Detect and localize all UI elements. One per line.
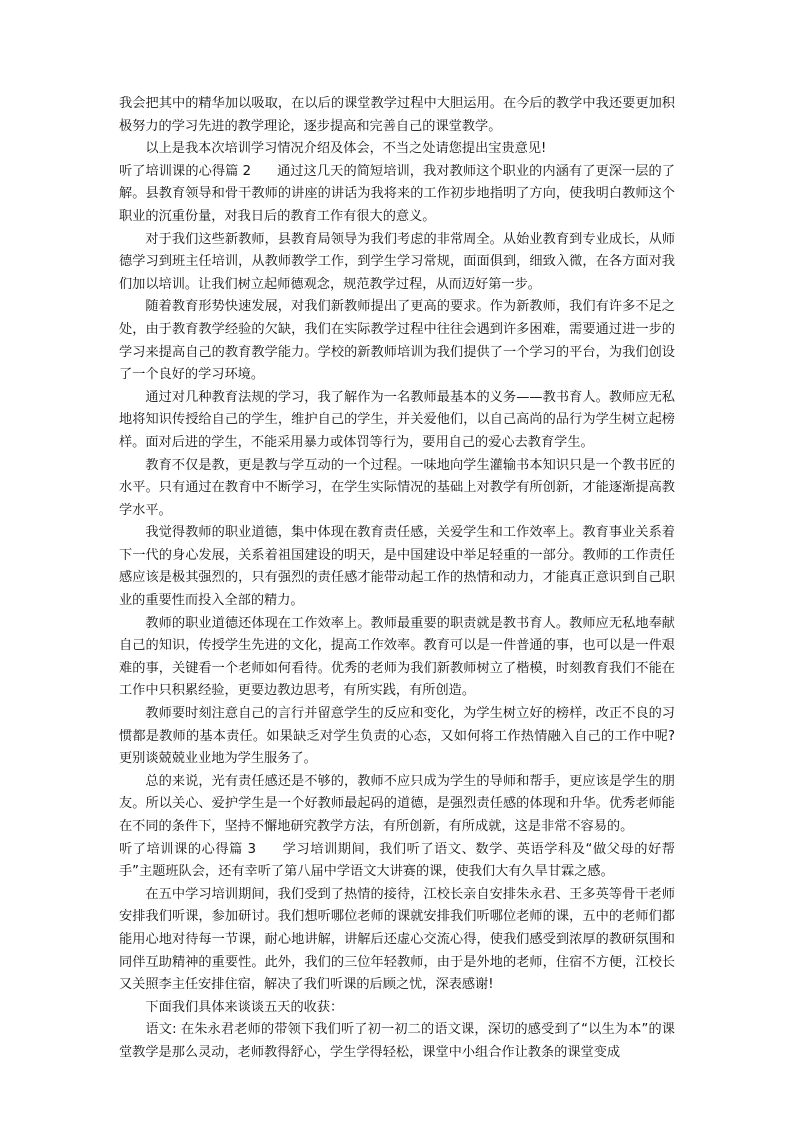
section-title: 听了培训课的心得篇 3: [119, 841, 257, 857]
paragraph: 在五中学习培训期间，我们受到了热情的接待，江校长亲自安排朱永君、王多英等骨干老师安排我们听课，参加研讨。我们想听哪位老师的课就安排我们听哪位老师的课，五中的老师们都能用心地对待每一节课，耐心地讲解，讲解后还虚心交流心得，使我们感受到浓厚的教研氛围和同伴互助精神的重要性。此外，我们的三位年轻教师，由于是外地的老师，住宿不方便，江校长又关照李主任安排住宿，解决了我们听课的后顾之忧，深表感谢!: [119, 886, 675, 993]
paragraph: 对于我们这些新教师，县教育局领导为我们考虑的非常周全。从始业教育到专业成长，从师德学习到班主任培训，从教师教学工作，到学生学习常规，面面俱到，细致入微，在各方面对我们加以培训。让我们树立起师德观念，规范教学过程，从而迈好第一步。: [119, 231, 675, 292]
section-text: 通过这几天的简短培训，我对教师这个职业的内涵有了更深一层的了解。县教育领导和骨干教师的讲座的讲话为我将来的工作初步地指明了方向，使我明白教师这个职业的沉重份量，对我日后的教育工作有很大的意义。: [119, 163, 675, 224]
section-title: 听了培训课的心得篇 2: [119, 163, 252, 179]
section-heading-paragraph: [119, 839, 675, 884]
paragraph: 总的来说，光有责任感还是不够的，教师不应只成为学生的导师和帮手，更应该是学生的朋友。所以关心、爱护学生是一个好教师最起码的道德，是强烈责任感的体现和升华。优秀老师能在不同的条件下，坚持不懈地研究教学方法，有所创新，有所成就，这是非常不容易的。: [119, 773, 675, 834]
paragraph: 教育不仅是教，更是教与学互动的一个过程。一味地向学生灌输书本知识只是一个教书匠的水平。只有通过在教育中不断学习，在学生实际情况的基础上对教学有所创新，才能逐渐提高教学水平。: [119, 457, 675, 518]
paragraph: 我觉得教师的职业道德，集中体现在教育责任感，关爱学生和工作效率上。教育事业关系着下一代的身心发展，关系着祖国建设的明天，是中国建设中举足轻重的一部分。教师的工作责任感应该是极其强烈的，只有强烈的责任感才能带动起工作的热情和动力，才能真正意识到自己职业的重要性而投入全部的精力。: [119, 525, 675, 609]
paragraph: 以上是我本次培训学习情况介绍及体会，不当之处请您提出宝贵意见!: [145, 141, 547, 157]
paragraph: 我会把其中的精华加以吸取，在以后的课堂教学过程中大胆运用。在今后的教学中我还要更加积极努力的学习先进的教学理论，逐步提高和完善自己的课堂教学。: [119, 96, 675, 134]
document-body: [119, 93, 675, 1065]
paragraph: 语文: 在朱永君老师的带领下我们听了初一初二的语文课，深切的感受到了“以生为本”的课堂教学是那么灵动，老师教得舒心，学生学得轻松，课堂中小组合作让教条的课堂变成: [119, 1022, 675, 1060]
paragraph: 随着教育形势快速发展，对我们新教师提出了更高的要求。作为新教师，我们有许多不足之处，由于教育教学经验的欠缺，我们在实际教学过程中往往会遇到许多困难，需要通过进一步的学习来提高自己的教育教学能力。学校的新教师培训为我们提供了一个学习的平台，为我们创设了一个良好的学习环境。: [119, 299, 675, 383]
paragraph: 教师的职业道德还体现在工作效率上。教师最重要的职责就是教书育人。教师应无私地奉献自己的知识，传授学生先进的文化，提高工作效率。教育可以是一件普通的事，也可以是一件艰难的事，关键看一个老师如何看待。优秀的老师为我们新教师树立了楷模，时刻教育我们不能在工作中只积累经验，更要边教边思考，有所实践，有所创造。: [119, 615, 675, 699]
section-text: 学习培训期间，我们听了语文、数学、英语学科及“做父母的好帮手”主题班队会，还有幸听了第八届中学语文大讲赛的课，使我们大有久旱甘霖之感。: [119, 841, 675, 880]
section-heading-paragraph: [119, 161, 675, 229]
paragraph: 教师要时刻注意自己的言行并留意学生的反应和变化，为学生树立好的榜样，改正不良的习惯都是教师的基本责任。如果缺乏对学生负责的心态，又如何将工作热情融入自己的工作中呢?更别谈兢兢业业地为学生服务了。: [119, 706, 675, 767]
paragraph: 下面我们具体来谈谈五天的收获：: [145, 999, 344, 1015]
paragraph: 通过对几种教育法规的学习，我了解作为一名教师最基本的义务——教书育人。教师应无私地将知识传授给自己的学生，维护自己的学生，并关爱他们，以自己高尚的品行为学生树立起榜样。面对后进的学生，不能采用暴力或体罚等行为，要用自己的爱心去教育学生。: [119, 389, 675, 450]
